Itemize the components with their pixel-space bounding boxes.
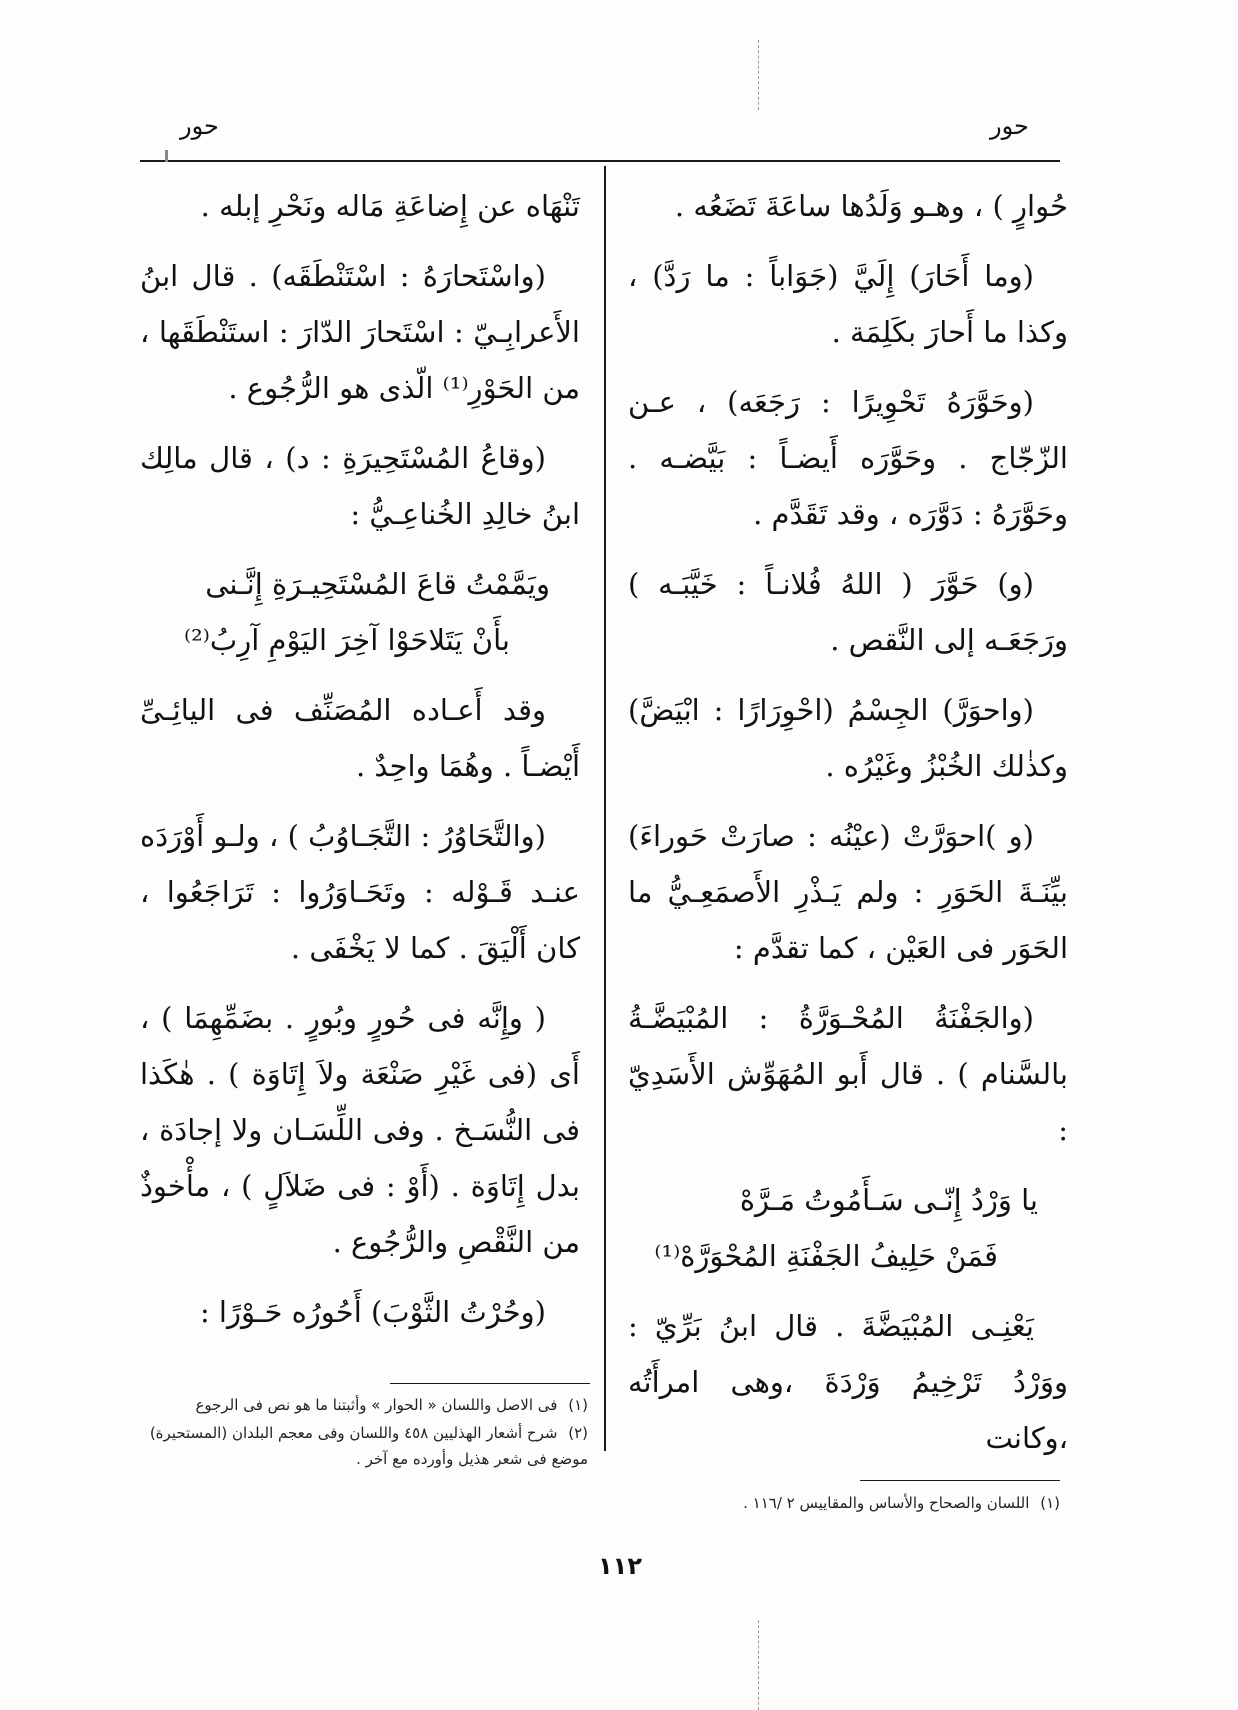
running-head-left: حور [180,112,219,140]
footnote [640,1490,1060,1516]
footnotes-right [640,1490,1060,1518]
footnote-text: اللسان والصحاح والأساس والمقاييس ٢ /١١٦ . [743,1494,1030,1512]
footnotes-left [128,1392,588,1474]
footnote-number: (١) [1040,1494,1060,1512]
verse-line: بأَنْ يَتَلاحَوْا آخِرَ اليَوْمِ آرِبُ⁽²⁾ [184,623,510,657]
verse-line: يا وَرْدُ إِنّـى سَـأَمُوتُ مَـرَّهْ [739,1183,1038,1217]
page-number: ١١٢ [598,1552,642,1580]
scan-artifact-mark [165,150,168,162]
entry-paragraph: (واحوَرَّ) الجِسْمُ (احْوِرَارًا : ابْيَضَّ) وكذٰلك الخُبْزُ وغَيْرُه . [628,693,1068,783]
entry-paragraph: (و) حَوَّرَ ( اللهُ فُلانـاً : خَيَّبَـه ) ورَجَعَـه إلى النَّقص . [628,567,1068,657]
verse-line: ويَمَّمْتُ قاعَ المُسْتَحِيـرَةِ إِنَّـنى [205,567,550,601]
entry-paragraph: حُوارٍ ) ، وهـو وَلَدُها ساعَةَ تَضَعُه . [674,189,1068,223]
verse-line: فَمَنْ حَلِيفُ الجَفْنَةِ المُحْوَرَّهْ⁽¹⁾ [654,1239,998,1273]
footnote [128,1420,588,1472]
entry-paragraph: (وحُرْتُ الثَّوْبَ) أَحُورُه حَـوْرًا : [199,1295,546,1329]
entry-paragraph: ( وإِنَّه فى حُورٍ وبُورٍ . بضَمِّهِمَا ) ، أَى (فى غَيْرِ صَنْعَة ولاَ إِتَاوَة ) . هٰكَذا فى النُّسَـخ . وفى اللِّسَـان ولا إجادَة ، بدل إِتَاوَة . (أَوْ : فى ضَلاَلٍ ) ، مأْخوذٌ من النَّقْصِ والرُّجُوع . [140,1001,580,1259]
entry-paragraph: (واسْتَحارَهُ : اسْتَنْطَقَه) . قال ابنُ الأَعرابِـيّ : اسْتَحارَ الدّارَ : استَنْطَقَها ، من الحَوْرِ⁽¹⁾ الّذى هو الرُّجُوع . [140,259,580,405]
entry-paragraph: (وقاعُ المُسْتَحِيرَةِ : د) ، قال مالِك ابنُ خالِدِ الخُناعِـيُّ : [140,441,580,531]
entry-paragraph: يَعْنِـى المُبْيَضَّةَ . قال ابنُ بَرِّيّ : ووَرْدُ تَرْخِيمُ وَرْدَةَ ،وهى امرأَتُه ،وكانت [628,1309,1068,1455]
footnote-text: فى الاصل واللسان « الحوار » وأثبتنا ما هو نص فى الرجوع [195,1396,558,1414]
header-rule [140,160,1060,162]
poem-verse [628,1172,1068,1284]
entry-paragraph: (وما أَحَارَ) إِلَيَّ (جَوَاباً : ما رَدَّ) ، وكذا ما أَحارَ بكَلِمَة . [628,259,1068,349]
poem-verse [140,556,580,668]
entry-paragraph: (وحَوَّرَهُ تَحْوِيرًا : رَجَعَه) ، عـن الزّجّاج . وحَوَّرَه أَيضـاً : بَيَّضـه . وحَوَّرَهُ : دَوَّرَه ، وقد تَقَدَّم . [628,385,1068,531]
scan-artifact-dots [758,1620,759,1710]
footnote-number: (١) [568,1396,588,1414]
entry-paragraph: (والجَفْنَةُ المُحْـوَرَّةُ : المُبْيَضَّـةُ بالسَّنام ) . قال أَبو المُهَوِّش الأَسَدِيّ : [628,1001,1068,1147]
footnote-text: شرح أشعار الهذليين ٤٥٨ واللسان وفى معجم البلدان (المستحيرة) موضع فى شعر هذيل وأورده مع آخر . [149,1424,588,1468]
left-column [140,178,580,1354]
scan-artifact-dots [758,40,759,110]
running-head-right: حور [990,112,1029,140]
footnote-rule [390,1383,590,1384]
footnote-number: (٢) [568,1424,588,1442]
entry-paragraph: (والتَّحَاوُرُ : التَّجَـاوُبُ ) ، ولـو أَوْرَدَه عنـد قَـوْله : وتَحَـاوَرُوا : تَرَاجَعُوا ، كان أَلْيَقَ . كما لا يَخْفَى . [140,819,580,965]
entry-paragraph: تَنْهَاه عن إِضاعَةِ مَاله ونَحْرِ إبله . [200,189,580,223]
entry-paragraph: (و )احوَرَّتْ (عيْنُه : صارَتْ حَوراءَ) بيِّنَـةَ الحَوَرِ : ولم يَـذْرِ الأَصمَعِـيُّ ما الحَوَر فى العَيْن ، كما تقدَّم : [628,819,1068,965]
entry-paragraph: وقد أَعـاده المُصَنِّف فى اليائِـىِّ أَيْضـاً . وهُمَا واحِدٌ . [140,693,580,783]
column-divider [604,166,606,1451]
right-column [628,178,1068,1480]
footnote-rule [860,1480,1060,1481]
footnote [128,1392,588,1418]
